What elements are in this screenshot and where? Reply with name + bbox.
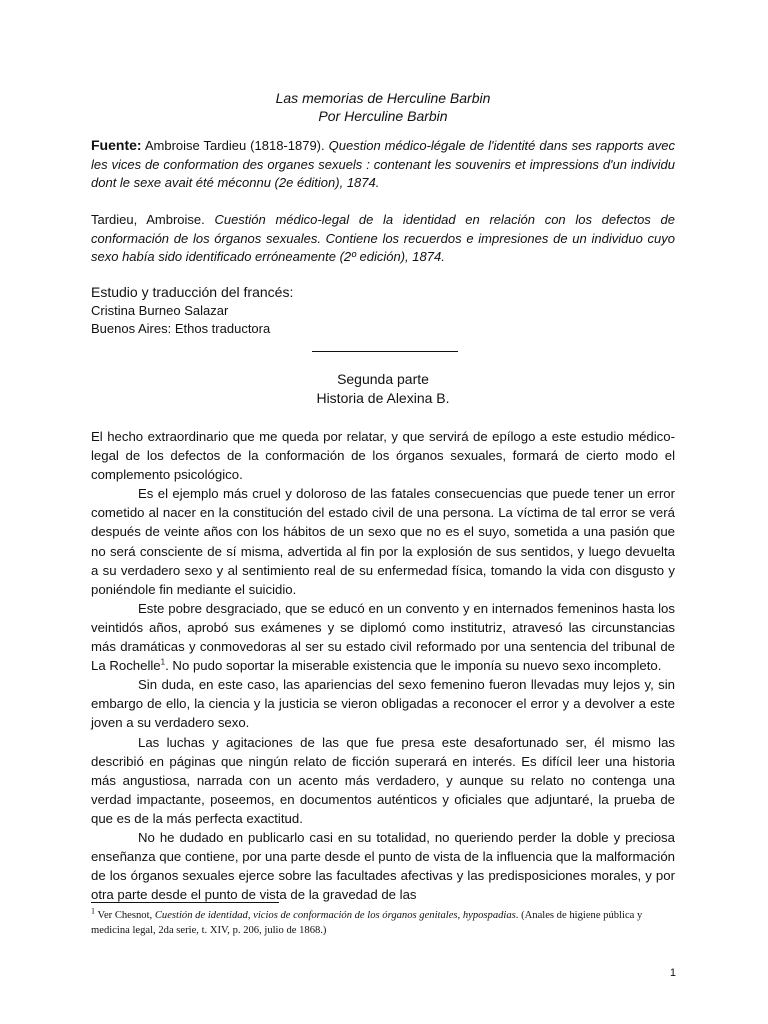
- source-author: Ambroise Tardieu (1818-1879).: [144, 138, 325, 153]
- page-number: 1: [669, 967, 676, 979]
- publisher-name: Buenos Aires: Ethos traductora: [91, 320, 271, 336]
- footnote-divider: [91, 902, 279, 903]
- footnote: [91, 906, 675, 938]
- paragraph-3: [91, 599, 675, 675]
- paragraph-3-text: Este pobre desgraciado, que se educó en un convento y en internados femeninos hasta los veintidós años, aprobó sus exámenes y se diplomó como institutriz, atravesó las circunstancias más dramáticas y conmovedoras al ser su estado civil reformado por una sentencia del tribunal de La Rochelle: [91, 600, 675, 674]
- document-byline: Por Herculine Barbin: [318, 108, 448, 124]
- translation-credits: [91, 283, 675, 337]
- source-work: Question médico-légale de l'identité dans ses rapports avec les vices de conformation des organes sexuels : contenant les souvenirs et impressions d'un individu dont le sexe avait été méconnu (2e édition), 1874.: [91, 138, 675, 190]
- paragraph-4: Sin duda, en este caso, las apariencias del sexo femenino fueron llevadas muy lejos y, sin embargo de ello, la ciencia y la justicia se vieron obligadas a reconocer el error y a devolver a este joven a su verdadero sexo.: [91, 677, 675, 731]
- paragraph-1: El hecho extraordinario que me queda por relatar, y que servirá de epílogo a este estudio médico-legal de los defectos de la conformación de los órganos sexuales, formará de cierto modo el complemento psicológico.: [91, 429, 675, 483]
- source-citation: [91, 136, 675, 193]
- part-title: Historia de Alexina B.: [316, 390, 450, 406]
- footnote-reference[interactable]: 1: [160, 657, 166, 667]
- footnote-rest: . (Anales de higiene pública y medicina legal, 2da serie, t. XIV, p. 206, julio de 1868.): [91, 910, 643, 936]
- paragraph-5: Las luchas y agitaciones de las que fue presa este desafortunado ser, él mismo las describió en páginas que ningún relato de ficción superará en interés. Es difícil leer una historia más angustiosa, narrada con un acento más verdadero, y aunque su relato no contenga una verdad impactante, poseemos, en documentos auténticos y oficiales que adjuntaré, la prueba de que es de la más perfecta exactitud.: [91, 734, 675, 826]
- footnote-mark: 1: [91, 906, 95, 916]
- document-title: Las memorias de Herculine Barbin: [275, 90, 491, 106]
- footnote-lead: Ver Chesnot,: [97, 910, 153, 921]
- source-citation-spanish: [91, 211, 675, 267]
- translator-name: Cristina Burneo Salazar: [91, 303, 229, 318]
- body-text: [91, 427, 675, 904]
- part-heading: [91, 370, 675, 408]
- document-title-block: [91, 89, 675, 125]
- paragraph-3-text-end: . No pudo soportar la miserable existencia que le imponía su nuevo sexo incompleto.: [165, 658, 662, 674]
- paragraph-6: No he dudado en publicarlo casi en su totalidad, no queriendo perder la doble y preciosa enseñanza que contiene, por una parte desde el punto de vista de la influencia que la malformación de los órganos sexuales ejerce sobre las facultades afectivas y las predisposiciones morales, y por otra parte desde el punto de vista de la gravedad de las: [91, 829, 675, 903]
- spanish-author: Tardieu, Ambroise.: [91, 212, 205, 227]
- credits-heading: Estudio y traducción del francés:: [91, 284, 294, 300]
- part-label: Segunda parte: [337, 371, 429, 387]
- paragraph-2: Es el ejemplo más cruel y doloroso de las fatales consecuencias que puede tener un error cometido al nacer en la constitución del estado civil de una persona. La víctima de tal error se verá después de veinte años con los hábitos de un sexo que no es el suyo, sometida a una pasión que no será consciente de sí misma, advertida al fin por la explosión de sus sentidos, y luego devuelta a su verdadero sexo y al sentimiento real de su enfermedad física, tomando la vida con disgusto y poniéndole fin mediante el suicidio.: [91, 486, 675, 597]
- footnote-title: Cuestión de identidad, vicios de conformación de los órganos genitales, hypospadias: [154, 910, 516, 921]
- section-divider: [312, 351, 458, 352]
- spanish-work: Cuestión médico-legal de la identidad en relación con los defectos de conformación de los órganos sexuales. Contiene los recuerdos e impresiones de un individuo cuyo sexo había sido identificado erróneamente (2º edición), 1874.: [91, 212, 675, 264]
- source-label: Fuente:: [91, 137, 142, 153]
